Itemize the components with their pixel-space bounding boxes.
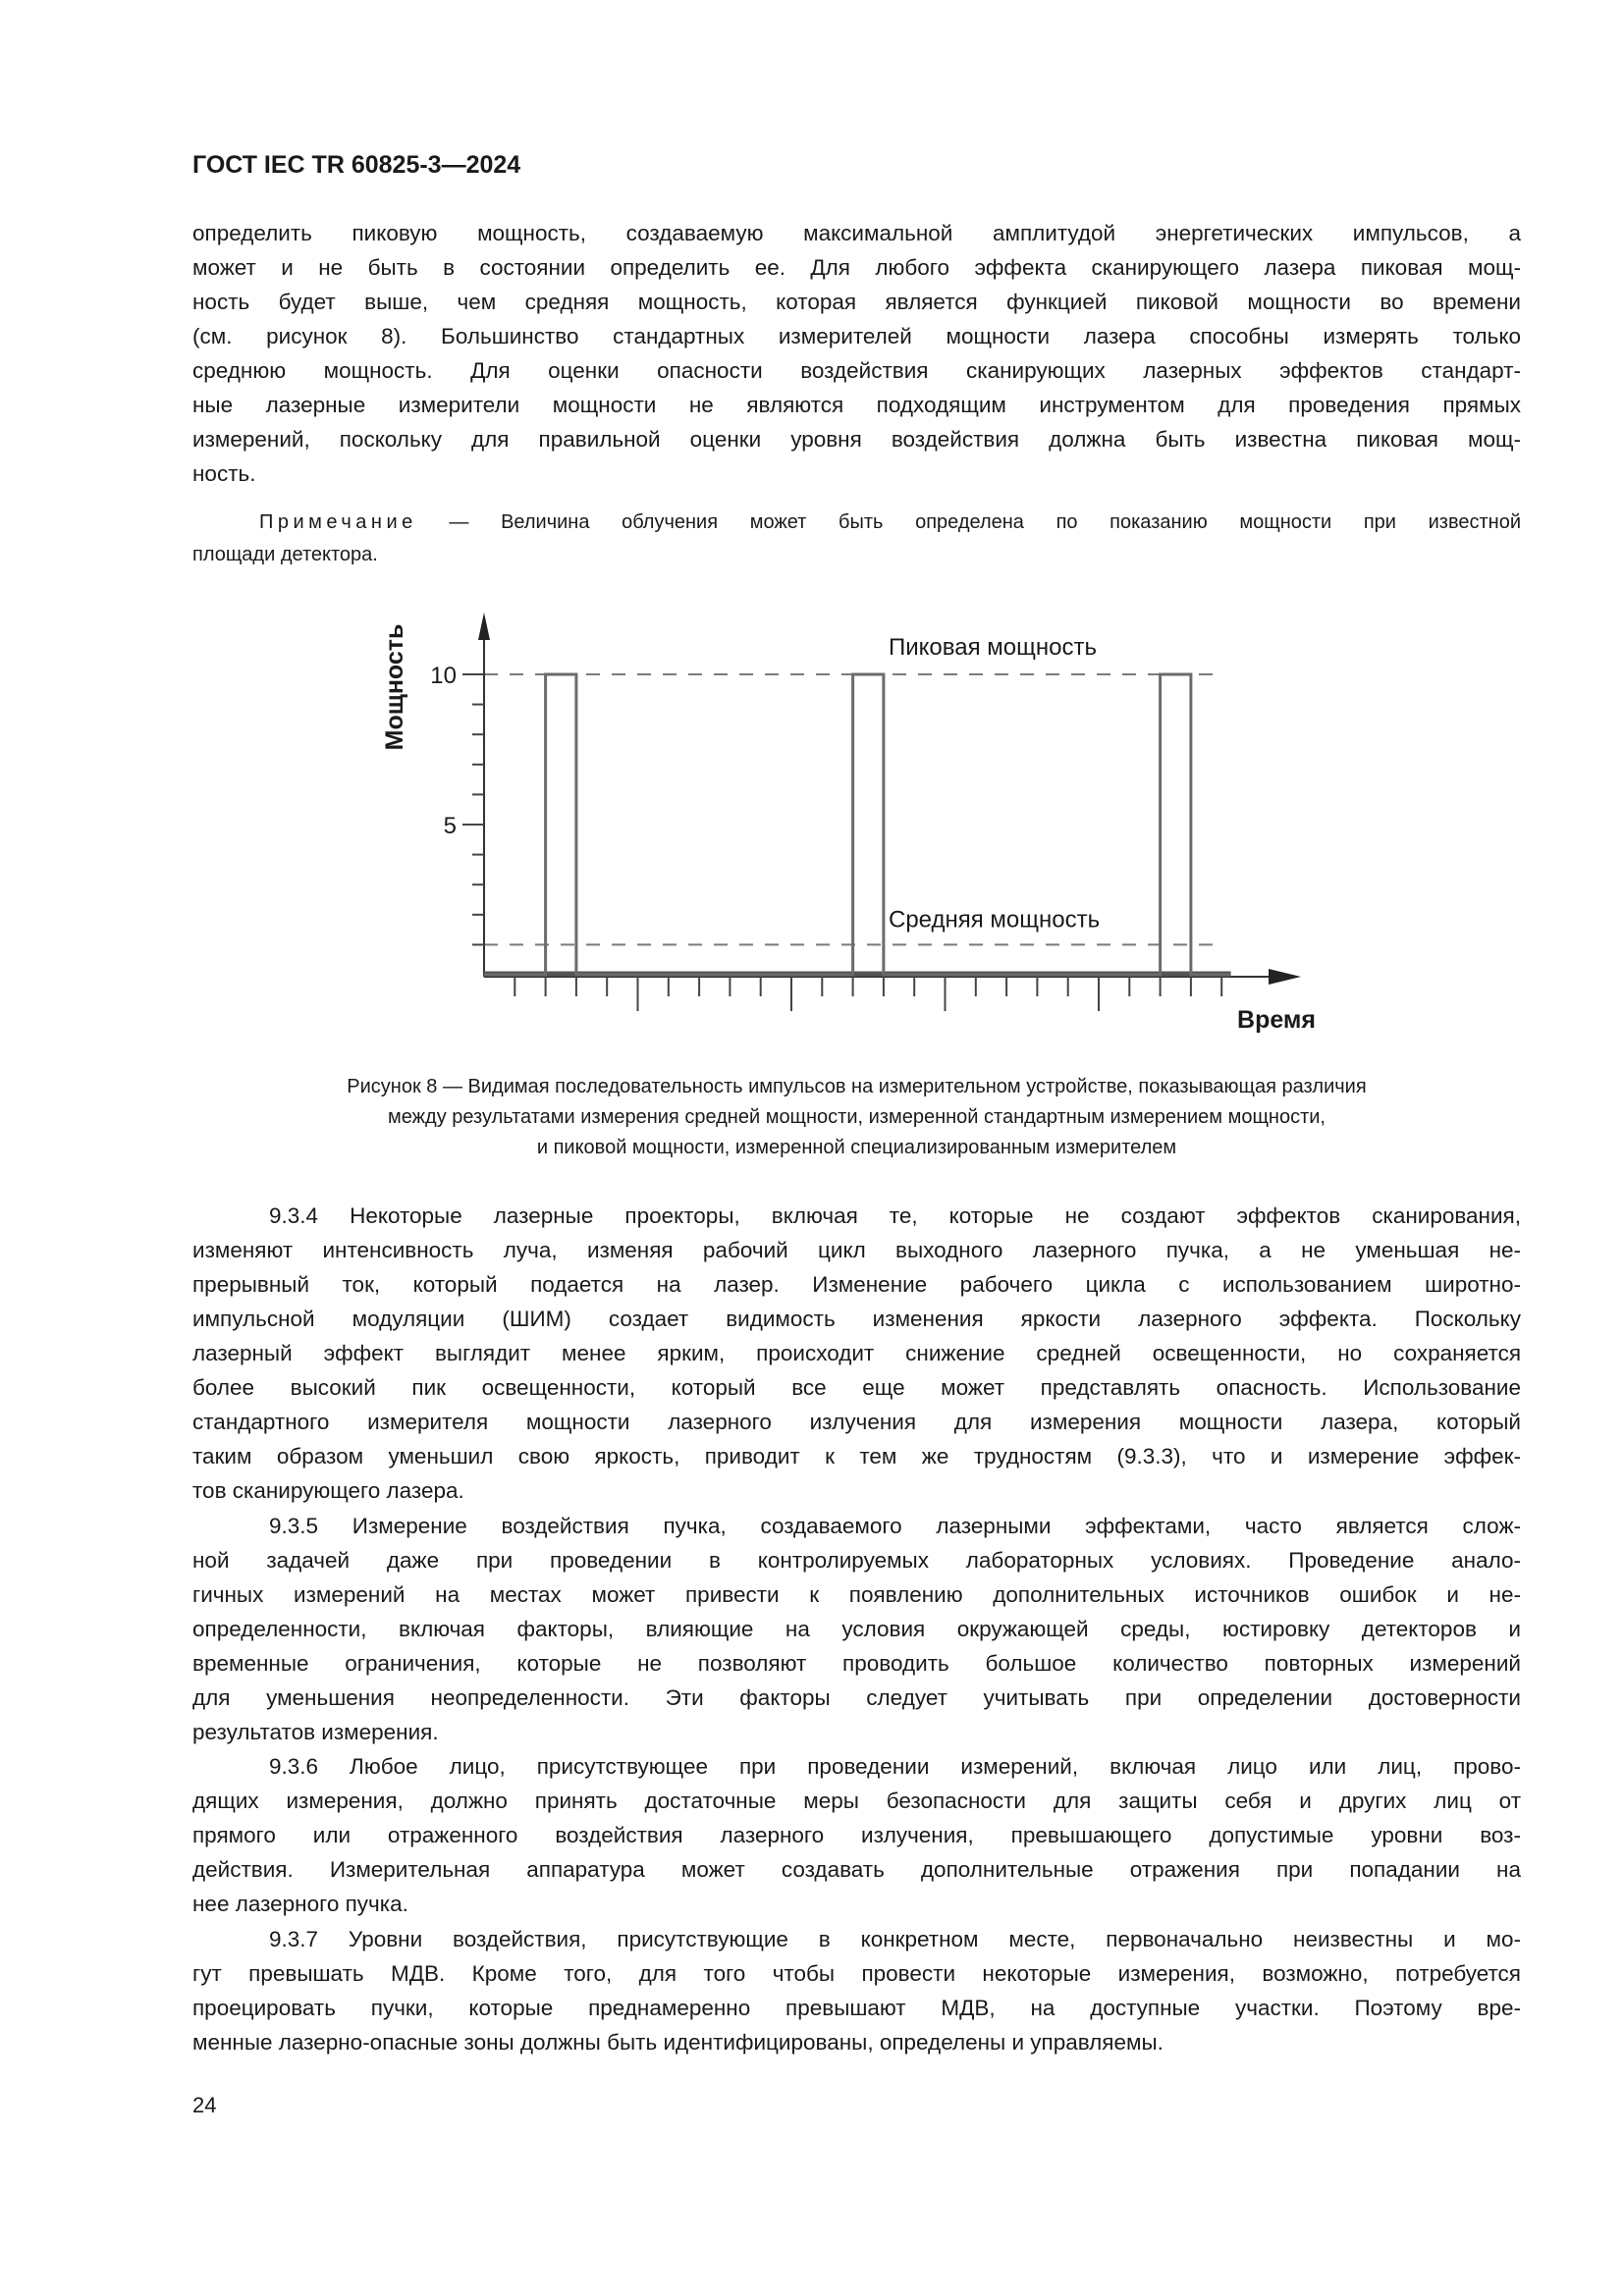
paragraph-line: тов сканирующего лазера. <box>192 1478 464 1503</box>
paragraph-line: ность. <box>192 461 256 486</box>
reference-label: Пиковая мощность <box>889 634 1097 661</box>
paragraph-line: гут превышать МДВ. Кроме того, для того чтобы провести некоторые измерения, возможно, потребуется <box>192 1961 1521 1986</box>
paragraph-line: среднюю мощность. Для оценки опасности воздействия сканирующих лазерных эффектов стандарт- <box>192 358 1521 383</box>
figure-caption <box>192 1072 1521 1163</box>
note-text: — Величина облучения может быть определена по показанию мощности при известной <box>416 511 1521 533</box>
paragraph-line: временные ограничения, которые не позволяют проводить большое количество повторных измерений <box>192 1651 1521 1676</box>
paragraph-line: гичных измерений на местах может привести к появлению дополнительных источников ошибок и не- <box>192 1582 1521 1607</box>
document-header: ГОСТ IEC TR 60825-3—2024 <box>192 151 521 179</box>
page-number: 24 <box>192 2093 217 2117</box>
paragraph-line: для уменьшения неопределенности. Эти факторы следует учитывать при определении достоверности <box>192 1685 1521 1710</box>
caption-line: между результатами измерения средней мощности, измеренной стандартным измерением мощности, <box>388 1106 1326 1128</box>
x-axis-arrow <box>1269 969 1301 985</box>
paragraph-line: (см. рисунок 8). Большинство стандартных измерителей мощности лазера способны измерять только <box>192 324 1521 348</box>
reference-label: Средняя мощность <box>889 906 1101 934</box>
paragraph-line: дящих измерения, должно принять достаточные меры безопасности для защиты себя и других лиц от <box>192 1789 1521 1813</box>
paragraph-line: 9.3.4 Некоторые лазерные проекторы, включая те, которые не создают эффектов сканирования, <box>269 1203 1521 1228</box>
section-paragraph <box>192 1199 1521 1508</box>
paragraph-line: прямого или отраженного воздействия лазерного излучения, превышающего допустимые уровни воз- <box>192 1823 1521 1847</box>
paragraph-line: действия. Измерительная аппаратура может создавать дополнительные отражения при попадании на <box>192 1857 1521 1882</box>
paragraph-line: нее лазерного пучка. <box>192 1892 408 1916</box>
paragraph-line: таким образом уменьшил свою яркость, приводит к тем же трудностям (9.3.3), что и измерение эффек- <box>192 1444 1521 1468</box>
paragraph-line: результатов измерения. <box>192 1720 439 1744</box>
paragraph-line: может и не быть в состоянии определить ее. Для любого эффекта сканирующего лазера пиковая мощ- <box>192 255 1521 280</box>
paragraph-line: измерений, поскольку для правильной оценки уровня воздействия должна быть известна пиковая мощ- <box>192 427 1521 452</box>
y-tick-label: 5 <box>443 813 457 839</box>
paragraph-line: стандартного измерителя мощности лазерного излучения для измерения мощности лазера, который <box>192 1410 1521 1434</box>
paragraph-line: прерывный ток, который подается на лазер. Изменение рабочего цикла с использованием широтно- <box>192 1272 1521 1297</box>
paragraph-line: изменяют интенсивность луча, изменяя рабочий цикл выходного лазерного пучка, а не уменьшая не- <box>192 1238 1521 1262</box>
paragraph-line: проецировать пучки, которые преднамеренно превышают МДВ, на доступные участки. Поэтому вре- <box>192 1996 1521 2020</box>
section-paragraph <box>192 1922 1521 2059</box>
note-label: Примечание <box>259 511 417 533</box>
x-axis-label: Время <box>1237 1006 1316 1034</box>
paragraph-line: ной задачей даже при проведении в контролируемых лабораторных условиях. Проведение анало- <box>192 1548 1521 1573</box>
caption-line: Рисунок 8 — Видимая последовательность импульсов на измерительном устройстве, показывающая различия <box>347 1076 1367 1097</box>
paragraph-line: определенности, включая факторы, влияющие на условия окружающей среды, юстировку детекторов и <box>192 1617 1521 1641</box>
paragraph-line: определить пиковую мощность, создаваемую максимальной амплитудой энергетических импульсов, а <box>192 221 1521 245</box>
paragraph-line: импульсной модуляции (ШИМ) создает видимость изменения яркости лазерного эффекта. Поскольку <box>192 1307 1521 1331</box>
section-paragraph <box>192 1749 1521 1921</box>
paragraph-line: более высокий пик освещенности, который все еще может представлять опасность. Использование <box>192 1375 1521 1400</box>
section-paragraph <box>192 1509 1521 1749</box>
signal-line <box>484 674 1231 975</box>
paragraph-line: менные лазерно-опасные зоны должны быть идентифицированы, определены и управляемы. <box>192 2030 1164 2055</box>
paragraph-line: 9.3.5 Измерение воздействия пучка, создаваемого лазерными эффектами, часто является слож- <box>269 1514 1521 1538</box>
y-tick-label: 10 <box>430 663 457 689</box>
paragraph-line: лазерный эффект выглядит менее ярким, происходит снижение средней освещенности, но сохраняется <box>192 1341 1521 1365</box>
caption-line: и пиковой мощности, измеренной специализированным измерителем <box>536 1137 1177 1158</box>
y-axis-arrow <box>478 613 490 640</box>
y-axis-label: Мощность <box>381 623 408 751</box>
paragraph-line: ные лазерные измерители мощности не являются подходящим инструментом для проведения прямых <box>192 393 1521 417</box>
paragraph-line: 9.3.6 Любое лицо, присутствующее при проведении измерений, включая лицо или лиц, прово- <box>269 1754 1521 1779</box>
figure-8-chart <box>0 0 1624 1080</box>
paragraph-line: ность будет выше, чем средняя мощность, которая является функцией пиковой мощности во времени <box>192 290 1521 314</box>
paragraph-line: 9.3.7 Уровни воздействия, присутствующие в конкретном месте, первоначально неизвестны и мо- <box>269 1927 1521 1951</box>
note-text-2: площади детектора. <box>192 544 378 565</box>
